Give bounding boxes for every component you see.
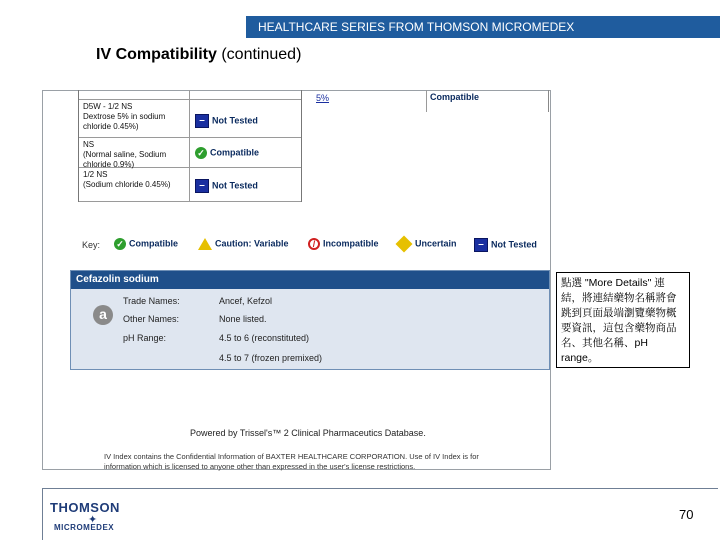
concentration-link[interactable]: 5%: [316, 93, 330, 103]
column-divider: [189, 168, 190, 201]
key-item-label: Not Tested: [491, 239, 537, 250]
slide-title-bold: IV Compatibility: [96, 46, 217, 63]
field-value: 4.5 to 6 (reconstituted): [219, 333, 310, 343]
table-row: [79, 168, 301, 202]
key-label: Key:: [82, 240, 101, 250]
solution-name: 1/2 NS (Sodium chloride 0.45%): [83, 170, 171, 189]
caution-icon: [198, 238, 212, 250]
table-row: [79, 138, 301, 168]
column-divider: [189, 138, 190, 167]
solution-detail: Dextrose 5% in sodium chloride 0.45%): [83, 112, 166, 131]
status-label: Not Tested: [212, 180, 258, 191]
column-divider: [426, 90, 427, 112]
thomson-logo: THOMSON: [50, 500, 120, 515]
compatible-icon: ✓: [195, 147, 207, 159]
uncertain-icon: [396, 236, 413, 253]
compat-table-2: [312, 90, 549, 112]
not-tested-icon: –: [195, 179, 209, 193]
slide-title: [96, 46, 301, 64]
key-item-compatible: [114, 238, 178, 250]
field-value: 4.5 to 7 (frozen premixed): [219, 353, 323, 363]
page-number: 70: [679, 507, 694, 522]
status-label: Compatible: [210, 147, 260, 158]
key-item-label: Incompatible: [323, 238, 379, 249]
drug-detail-body: [71, 289, 549, 369]
status-label: Not Tested: [212, 115, 258, 126]
column-divider: [189, 100, 190, 137]
footer-divider: [42, 488, 43, 540]
key-item-label: Caution: Variable: [215, 238, 289, 249]
incompatible-icon: /: [308, 238, 320, 250]
table-row: [79, 90, 301, 100]
not-tested-icon: –: [195, 114, 209, 128]
micromedex-logo: MICROMEDEX: [54, 523, 115, 532]
field-label: pH Range:: [123, 333, 167, 343]
key-item-not-tested: [474, 238, 537, 252]
field-label: Other Names:: [123, 314, 180, 324]
field-label: Trade Names:: [123, 296, 180, 306]
key-item-label: Compatible: [129, 238, 179, 249]
field-value: Ancef, Kefzol: [219, 296, 273, 306]
solution-title: D5W - 1/2 NS: [83, 102, 133, 111]
key-item-caution: [198, 238, 289, 250]
series-banner: HEALTHCARE SERIES FROM THOMSON MICROMEDEX: [246, 16, 720, 38]
field-value: None listed.: [219, 314, 267, 324]
footnote: IV Index contains the Confidential Information of BAXTER HEALTHCARE CORPORATION. Use of IV Index is for information which is licensed to anyone other than expressed in the user's license restrictions.: [104, 452, 479, 471]
key-legend: [78, 232, 548, 258]
powered-by: Powered by Trissel's™ 2 Clinical Pharmaceutics Database.: [190, 428, 426, 438]
status-compatible: Compatible: [430, 92, 480, 102]
key-item-label: Uncertain: [415, 238, 457, 249]
not-tested-icon: –: [474, 238, 488, 252]
status-not-tested: [195, 179, 258, 193]
slide-title-rest: (continued): [216, 46, 302, 63]
status-not-tested: [195, 114, 258, 128]
solution-name: [83, 102, 193, 132]
drug-name: Cefazolin sodium: [71, 271, 549, 289]
table-row: [79, 100, 301, 138]
compatible-icon: ✓: [114, 238, 126, 250]
status-compatible: [195, 147, 259, 159]
marker-badge: a: [93, 305, 113, 325]
key-item-uncertain: [398, 238, 457, 250]
column-divider: [189, 90, 190, 99]
callout-note: 點選 "More Details" 連結，將連結藥物名稱將會跳到頁面最端瀏覽藥物概要資訊，這包含藥物商品名、其他名稱、pH range。: [556, 272, 690, 368]
footer-rule: [42, 488, 718, 489]
key-item-incompatible: [308, 238, 379, 250]
drug-detail-card: [70, 270, 550, 370]
star-icon: ✦: [88, 514, 98, 526]
compat-table: [78, 90, 302, 202]
solution-name: NS (Normal saline, Sodium chloride 0.9%): [83, 140, 167, 169]
